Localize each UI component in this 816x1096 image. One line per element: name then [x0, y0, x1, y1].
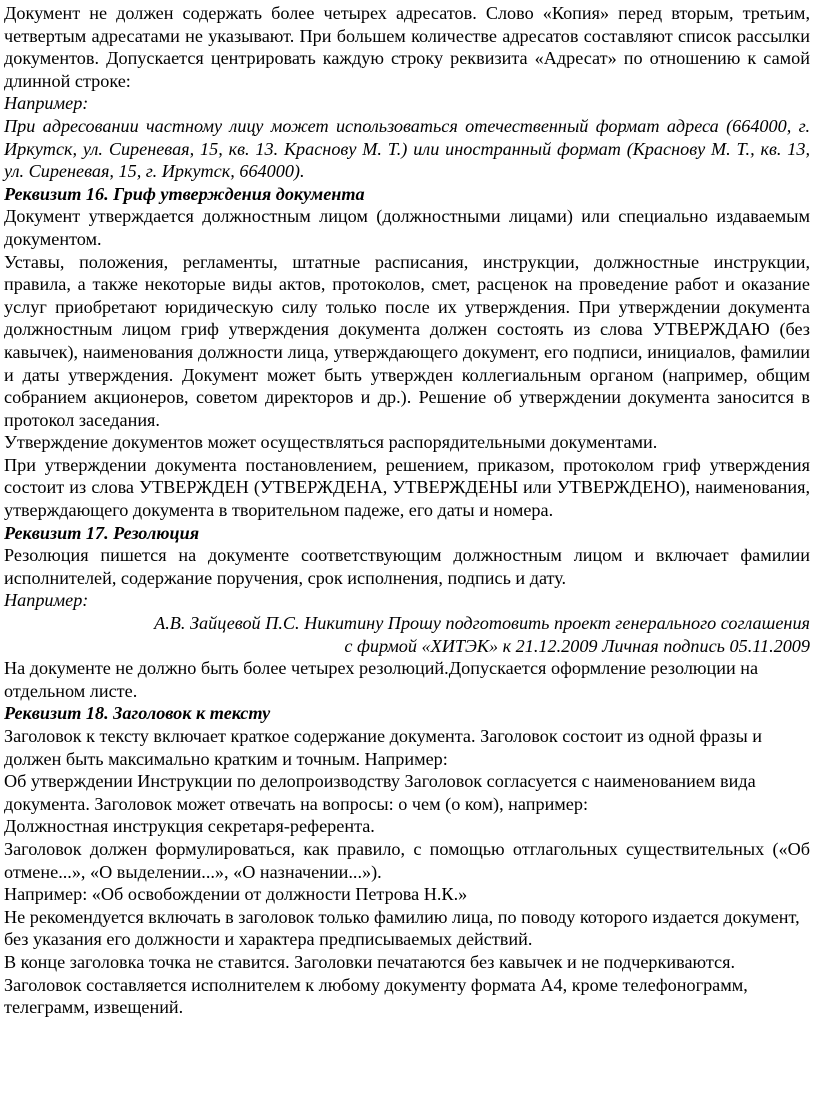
example-address-format: При адресовании частному лицу может использоваться отечественный формат адреса (664000, г. Иркутск, ул. Сиреневая, 15, кв. 13. Краснову М. Т.) или иностранный формат (Краснову М. Т., кв. 13, ул. Сиреневая, 15, г. Иркутск, 664000). — [4, 115, 810, 182]
heading-requisite-17: Реквизит 17. Резолюция — [4, 522, 200, 543]
paragraph-approval-rules: Уставы, положения, регламенты, штатные расписания, инструкции, должностные инструкции, правила, а также некоторые виды актов, протоколов, смет, расценок на проведение работ и оказание услуг приобретают юридическую силу только после их утверждения. При утверждении документа должностным лицом гриф утверждения документа должен состоять из слова УТВЕРЖДАЮ (без кавычек), наименования должности лица, утверждающего документ, его подписи, инициалов, фамилии и даты утверждения. Документ может быть утвержден коллегиальным органом (например, общим собранием акционеров, советом директоров и др.). Решение об утверждении документа заносится в протокол заседания. — [4, 251, 810, 430]
paragraph-title-surname: Не рекомендуется включать в заголовок только фамилию лица, по поводу которого издается документ, без указания его должности и характера предписываемых действий. — [4, 906, 800, 950]
paragraph-title-example: Об утверждении Инструкции по делопроизводству Заголовок согласуется с наименованием вида документа. Заголовок может отвечать на вопросы: о чем (о ком), например: — [4, 771, 756, 814]
resolution-example-line-2: с фирмой «ХИТЭК» к 21.12.2009 Личная подпись 05.11.2009 — [344, 635, 810, 656]
paragraph-title-summary: Заголовок к тексту включает краткое содержание документа. Заголовок состоит из одной фразы и должен быть максимально кратким и точным. Например: — [4, 726, 762, 769]
heading-requisite-18: Реквизит 18. Заголовок к тексту — [4, 703, 271, 724]
paragraph-resolution: Резолюция пишется на документе соответствующим должностным лицом и включает фамилии исполнителей, содержание поручения, срок исполнения, подпись и дату. — [4, 545, 810, 588]
paragraph-approval-stamp: При утверждении документа постановлением, решением, приказом, протоколом гриф утверждения состоит из слова УТВЕРЖДЕН (УТВЕРЖДЕНА, УТВЕРЖДЕНЫ или УТВЕРЖДЕНО), наименования, утверждающего документа в творительном падеже, его даты и номера. — [4, 454, 810, 521]
paragraph-title-punctuation: В конце заголовка точка не ставится. Заголовки печатаются без кавычек и не подчеркиваются. — [4, 951, 736, 972]
paragraph-approval-intro: Документ утверждается должностным лицом (должностными лицами) или специально издаваемым документом. — [4, 206, 810, 249]
paragraph-title-author: Заголовок составляется исполнителем к любому документу формата А4, кроме телефонограмм, телеграмм, извещений. — [4, 974, 748, 1018]
paragraph-approval-orders: Утверждение документов может осуществляться распорядительными документами. — [4, 432, 658, 453]
paragraph-resolution-limit: На документе не должно быть более четырех резолюций.Допускается оформление резолюции на отдельном листе. — [4, 658, 759, 701]
heading-requisite-16: Реквизит 16. Гриф утверждения документа — [4, 183, 365, 204]
paragraph-title-example-2: Должностная инструкция секретаря-референта. — [4, 816, 375, 837]
paragraph-addressees: Документ не должен содержать более четырех адресатов. Слово «Копия» перед вторым, третьим, четвертым адресатами не указывают. При большем количестве адресатов составляют список рассылки документов. Допускается центрировать каждую строку реквизита «Адресат» по отношению к самой длинной строке: — [4, 3, 810, 91]
example-label: Например: — [4, 93, 89, 114]
example-label: Например: — [4, 590, 89, 611]
resolution-example-line-1: А.В. Зайцевой П.С. Никитину Прошу подготовить проект генерального соглашения — [154, 613, 810, 634]
paragraph-title-nouns: Заголовок должен формулироваться, как правило, с помощью отглагольных существительных («Об отмене...», «О выделении...», «О назначении...»). — [4, 838, 810, 882]
paragraph-title-example-3: Например: «Об освобождении от должности Петрова Н.К.» — [4, 884, 468, 905]
